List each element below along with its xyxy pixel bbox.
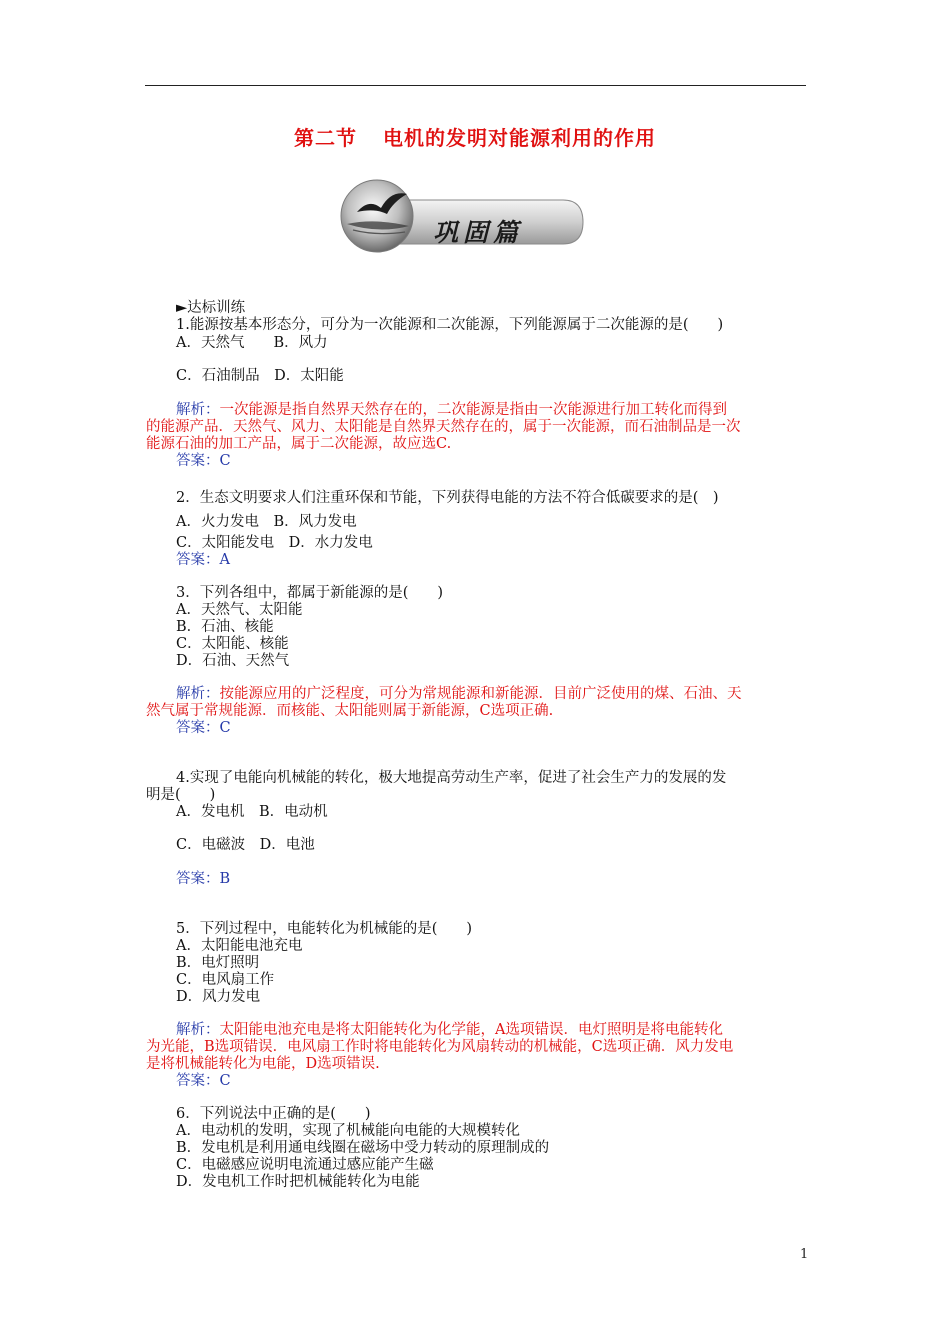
q3-option-a: A．天然气、太阳能 xyxy=(176,602,303,618)
q6-option-d: D．发电机工作时把机械能转化为电能 xyxy=(176,1174,420,1190)
q4-options-ab: A．发电机 B．电动机 xyxy=(176,804,328,820)
q4-answer: 答案：B xyxy=(176,871,231,887)
q5-answer: 答案：C xyxy=(176,1073,231,1089)
q6-option-b: B．发电机是利用通电线圈在磁场中受力转动的原理制成的 xyxy=(176,1140,550,1156)
q1-analysis-line3: 能源石油的加工产品，属于二次能源，故应选C. xyxy=(146,436,452,452)
q3-option-d: D．石油、天然气 xyxy=(176,653,290,669)
header-rule xyxy=(145,85,806,86)
q5-option-c: C．电风扇工作 xyxy=(176,972,275,988)
q3-analysis-text: 按能源应用的广泛程度，可分为常规能源和新能源．目前广泛使用的煤、石油、天 xyxy=(219,686,742,702)
q1-options-cd: C．石油制品 D．太阳能 xyxy=(176,368,344,384)
q6-option-c: C．电磁感应说明电流通过感应能产生磁 xyxy=(176,1157,434,1173)
q3-option-c: C．太阳能、核能 xyxy=(176,636,289,652)
q3-analysis-line2: 然气属于常规能源．而核能、太阳能则属于新能源，C选项正确. xyxy=(146,703,554,719)
q1-analysis-line xyxy=(176,402,727,419)
q4-options-cd: C．电磁波 D．电池 xyxy=(176,837,315,853)
q1-answer: 答案：C xyxy=(176,453,231,469)
q4-stem-line1: 4.实现了电能向机械能的转化，极大地提高劳动生产率，促进了社会生产力的发展的发 xyxy=(176,770,727,786)
title-text: 电机的发明对能源利用的作用 xyxy=(383,126,656,150)
q5-analysis-label: 解析： xyxy=(176,1022,220,1038)
q6-option-a: A．电动机的发明，实现了机械能向电能的大规模转化 xyxy=(176,1123,520,1139)
section-heading: ►达标训练 xyxy=(176,300,246,316)
q5-analysis-line2: 为光能，B选项错误．电风扇工作时将电能转化为风扇转动的机械能，C选项正确．风力发电 xyxy=(146,1039,734,1055)
q3-analysis-line xyxy=(176,686,742,703)
q2-options-ab: A．火力发电 B．风力发电 xyxy=(176,514,357,530)
q2-stem: 2．生态文明要求人们注重环保和节能，下列获得电能的方法不符合低碳要求的是( ) xyxy=(176,490,719,506)
banner-label: 巩固篇 xyxy=(433,218,524,247)
q3-stem: 3．下列各组中，都属于新能源的是( ) xyxy=(176,585,444,601)
q5-analysis-line xyxy=(176,1022,723,1039)
q3-answer: 答案：C xyxy=(176,720,231,736)
q5-option-b: B．电灯照明 xyxy=(176,955,260,971)
q1-options-ab: A．天然气 B．风力 xyxy=(176,335,328,351)
q3-analysis-label: 解析： xyxy=(176,686,220,702)
q5-analysis-text: 太阳能电池充电是将太阳能转化为化学能，A选项错误．电灯照明是将电能转化 xyxy=(219,1022,723,1038)
page-number: 1 xyxy=(800,1247,809,1262)
q5-option-a: A．太阳能电池充电 xyxy=(176,938,303,954)
q1-stem: 1.能源按基本形态分，可分为一次能源和二次能源，下列能源属于二次能源的是( ) xyxy=(176,317,724,333)
q2-options-cd: C．太阳能发电 D．水力发电 xyxy=(176,535,373,551)
q4-stem-line2: 明是( ) xyxy=(146,787,216,803)
page-title xyxy=(0,122,950,151)
q1-analysis-label: 解析： xyxy=(176,402,220,418)
q5-analysis-line3: 是将机械能转化为电能，D选项错误. xyxy=(146,1056,380,1072)
q2-answer: 答案：A xyxy=(176,552,230,568)
q5-stem: 5．下列过程中，电能转化为机械能的是( ) xyxy=(176,921,473,937)
q6-stem: 6．下列说法中正确的是( ) xyxy=(176,1106,371,1122)
q1-analysis-text: 一次能源是指自然界天然存在的，二次能源是指由一次能源进行加工转化而得到 xyxy=(219,402,727,418)
q1-analysis-line2: 的能源产品．天然气、风力、太阳能是自然界天然存在的，属于一次能源，而石油制品是一次 xyxy=(146,419,741,435)
title-section-number: 第二节 xyxy=(294,126,357,150)
q3-option-b: B．石油、核能 xyxy=(176,619,274,635)
q5-option-d: D．风力发电 xyxy=(176,989,261,1005)
